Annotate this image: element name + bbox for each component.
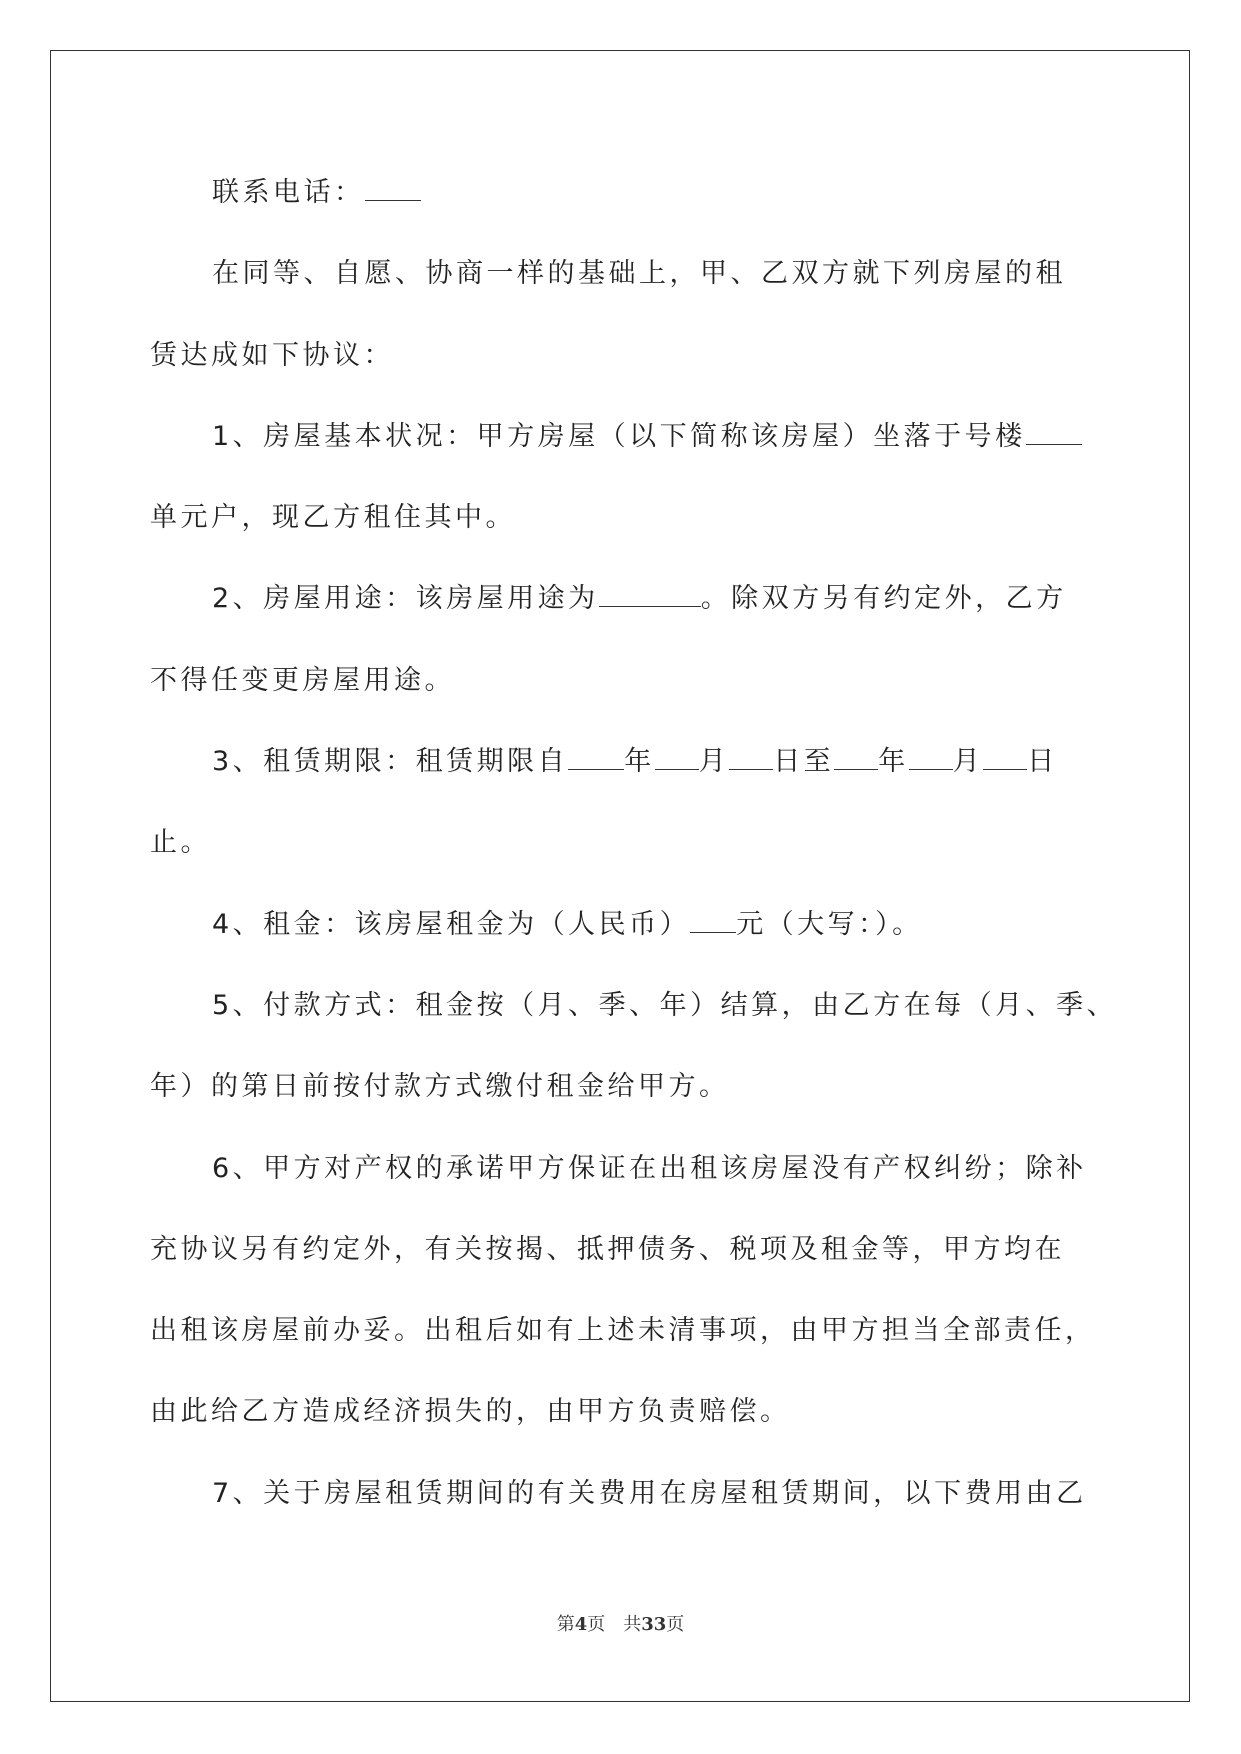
text-segment: 5、付款方式：租金按（月、季、年）结算，由乙方在每（月、季、 bbox=[212, 989, 1118, 1021]
fill-in-blank bbox=[1026, 422, 1082, 445]
text-line bbox=[150, 1371, 1090, 1452]
text-line bbox=[150, 1290, 1096, 1371]
fill-in-blank bbox=[909, 747, 953, 770]
text-segment: 年 bbox=[624, 746, 655, 778]
text-segment: 元（大写：）。 bbox=[736, 908, 923, 940]
text-line bbox=[150, 721, 1090, 802]
text-segment: 年 bbox=[878, 746, 909, 778]
text-segment: 不得任变更房屋用途。 bbox=[150, 664, 455, 696]
text-line bbox=[150, 640, 1090, 721]
text-segment: 年）的第日前按付款方式缴付租金给甲方。 bbox=[150, 1071, 730, 1103]
text-line bbox=[150, 233, 1090, 314]
footer-suffix: 页 bbox=[666, 1614, 685, 1635]
footer-prefix: 第 bbox=[556, 1614, 575, 1635]
text-line bbox=[150, 884, 1090, 965]
fill-in-blank bbox=[690, 910, 736, 933]
text-segment: 4、租金：该房屋租金为（人民币） bbox=[212, 908, 691, 940]
text-segment: 单元户，现乙方租住其中。 bbox=[150, 502, 516, 534]
fill-in-blank bbox=[568, 747, 624, 770]
text-segment: 由此给乙方造成经济损失的，由甲方负责赔偿。 bbox=[150, 1396, 791, 1428]
text-line bbox=[150, 477, 1090, 558]
text-segment: 赁达成如下协议： bbox=[150, 339, 394, 371]
text-segment: 2、房屋用途：该房屋用途为 bbox=[212, 583, 599, 615]
text-segment: 7、关于房屋租赁期间的有关费用在房屋租赁期间，以下费用由乙 bbox=[212, 1477, 1087, 1509]
text-segment: 月 bbox=[952, 746, 984, 778]
fill-in-blank bbox=[729, 747, 773, 770]
text-segment: 日至 bbox=[773, 746, 835, 778]
text-line bbox=[150, 1128, 1090, 1209]
page-footer bbox=[0, 1610, 1241, 1636]
text-line bbox=[150, 1046, 1090, 1127]
text-segment: 1、房屋基本状况：甲方房屋（以下简称该房屋）坐落于号楼 bbox=[212, 420, 1026, 452]
text-segment: 在同等、自愿、协商一样的基础上，甲、乙双方就下列房屋的租 bbox=[212, 258, 1066, 290]
text-segment: 充协议另有约定外，有关按揭、抵押债务、税项及租金等，甲方均在 bbox=[150, 1233, 1065, 1265]
text-segment: 日 bbox=[1027, 746, 1058, 778]
text-segment: 联系电话： bbox=[212, 177, 365, 208]
fill-in-blank bbox=[365, 178, 421, 201]
text-line bbox=[150, 315, 1090, 396]
fill-in-blank bbox=[834, 747, 878, 770]
text-line bbox=[150, 1209, 1090, 1290]
text-line bbox=[150, 1453, 1090, 1534]
text-segment: 3、租赁期限：租赁期限自 bbox=[212, 746, 569, 778]
current-page-number: 4 bbox=[574, 1614, 588, 1635]
text-segment: 月 bbox=[698, 746, 730, 778]
footer-mid: 页 共 bbox=[587, 1614, 642, 1635]
text-segment: 止。 bbox=[150, 827, 211, 859]
fill-in-blank bbox=[655, 747, 699, 770]
contract-body bbox=[150, 152, 1118, 1534]
text-line bbox=[150, 802, 1090, 883]
fill-in-blank bbox=[599, 584, 701, 607]
text-line bbox=[150, 396, 1090, 477]
fill-in-blank bbox=[983, 747, 1027, 770]
text-segment: 出租该房屋前办妥。出租后如有上述未清事项，由甲方担当全部责任， bbox=[150, 1315, 1096, 1347]
text-line bbox=[150, 152, 1090, 233]
total-page-number: 33 bbox=[641, 1614, 667, 1635]
text-segment: 。除双方另有约定外，乙方 bbox=[700, 583, 1067, 615]
text-line bbox=[150, 965, 1118, 1046]
text-line bbox=[150, 558, 1090, 639]
text-segment: 6、甲方对产权的承诺甲方保证在出租该房屋没有产权纠纷；除补 bbox=[212, 1152, 1087, 1184]
